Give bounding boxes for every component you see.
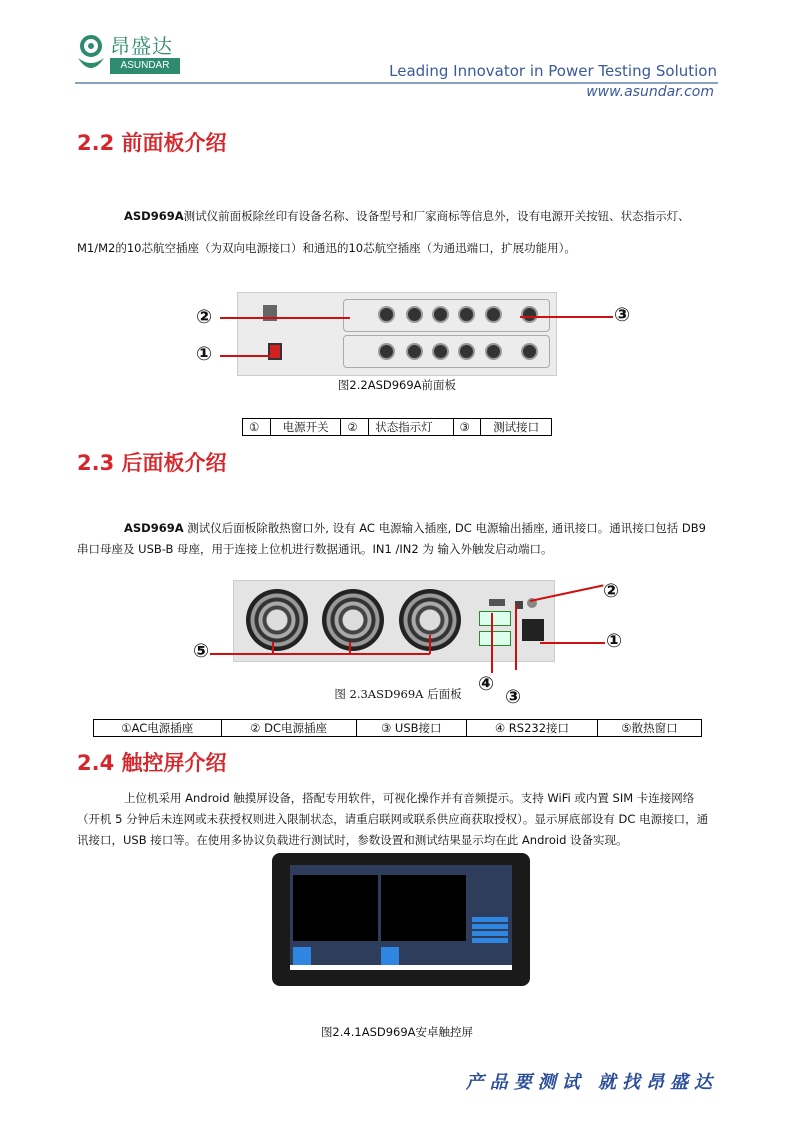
logo-chinese: 昂盛达 (110, 34, 173, 58)
front-panel-legend-table (242, 418, 552, 436)
section-2-4-title: 2.4 触控屏介绍 (77, 751, 227, 775)
logo-icon (76, 34, 106, 76)
paragraph-text: 测试仪后面板除散热窗口外, 设有 AC 电源输入插座, DC 电源输出插座, 通讯接口。通讯接口包括 DB9 串口母座及 USB-B 母座，用于连接上位机进行数据通讯。IN1 /IN2 为 输入外触发启动端口。 (77, 521, 706, 556)
legend-cell: ② DC电源插座 (221, 720, 356, 737)
rear-panel-image (233, 580, 555, 662)
legend-cell: ⑤散热窗口 (597, 720, 701, 737)
logo-english: ASUNDAR (110, 58, 180, 74)
section-2-2-title: 2.2 前面板介绍 (77, 131, 227, 155)
figure-caption-2-3: 图 2.3ASD969A 后面板 (334, 687, 462, 701)
header-url: www.asundar.com (586, 84, 714, 100)
callout-4: ④ (478, 673, 495, 695)
callout-1: ① (196, 343, 213, 365)
legend-cell: ③ USB接口 (356, 720, 466, 737)
legend-cell: ①AC电源插座 (94, 720, 222, 737)
section-2-4-paragraph: 上位机采用 Android 触摸屏设备，搭配专用软件，可视化操作并有音频提示。支持 WiFi 或内置 SIM 卡连接网络（开机 5 分钟后未连网或未获授权则进入限制状态，请重启联网或联系供应商获取授权）。显示屏底部设有 DC 电源接口，通讯接口，USB 接口等。在使用多协议负载进行测试时，参数设置和测试结果显示均在此 Android 设备实现。 (77, 791, 709, 847)
callout-2: ② (603, 580, 620, 602)
paragraph-text: 测试仪前面板除丝印有设备名称、设备型号和厂家商标等信息外，设有电源开关按钮、状态指示灯、M1/M2的10芯航空插座（为双向电源接口）和通迅的10芯航空插座（为通迅端口，扩展功能用）。 (77, 209, 690, 255)
callout-5: ⑤ (193, 640, 210, 662)
section-2-2-paragraph (77, 200, 717, 264)
header-tagline: Leading Innovator in Power Testing Solution (389, 62, 717, 80)
legend-cell: ④ RS232接口 (466, 720, 597, 737)
legend-label: 电源开关 (270, 419, 341, 436)
legend-num: ③ (453, 419, 481, 436)
legend-label: 状态指示灯 (369, 419, 453, 436)
model-bold: ASD969A (124, 521, 184, 535)
figure-caption-2-4-1: 图2.4.1ASD969A安卓触控屏 (320, 1025, 474, 1039)
callout-3: ③ (505, 686, 522, 708)
section-2-3-title: 2.3 后面板介绍 (77, 451, 227, 475)
legend-label: 测试接口 (481, 419, 552, 436)
touchscreen-image (272, 853, 530, 986)
legend-num: ① (243, 419, 271, 436)
callout-3: ③ (614, 304, 631, 326)
rear-panel-legend-table (93, 719, 702, 737)
callout-2: ② (196, 306, 213, 328)
front-panel-image (237, 292, 557, 376)
figure-caption-2-2: 图2.2ASD969A前面板 (337, 378, 457, 392)
legend-num: ② (341, 419, 369, 436)
section-2-3-paragraph (77, 518, 717, 560)
callout-1: ① (606, 630, 623, 652)
model-bold: ASD969A (124, 209, 184, 223)
footer-slogan: 产品要测试 就找昂盛达 (465, 1072, 718, 1093)
